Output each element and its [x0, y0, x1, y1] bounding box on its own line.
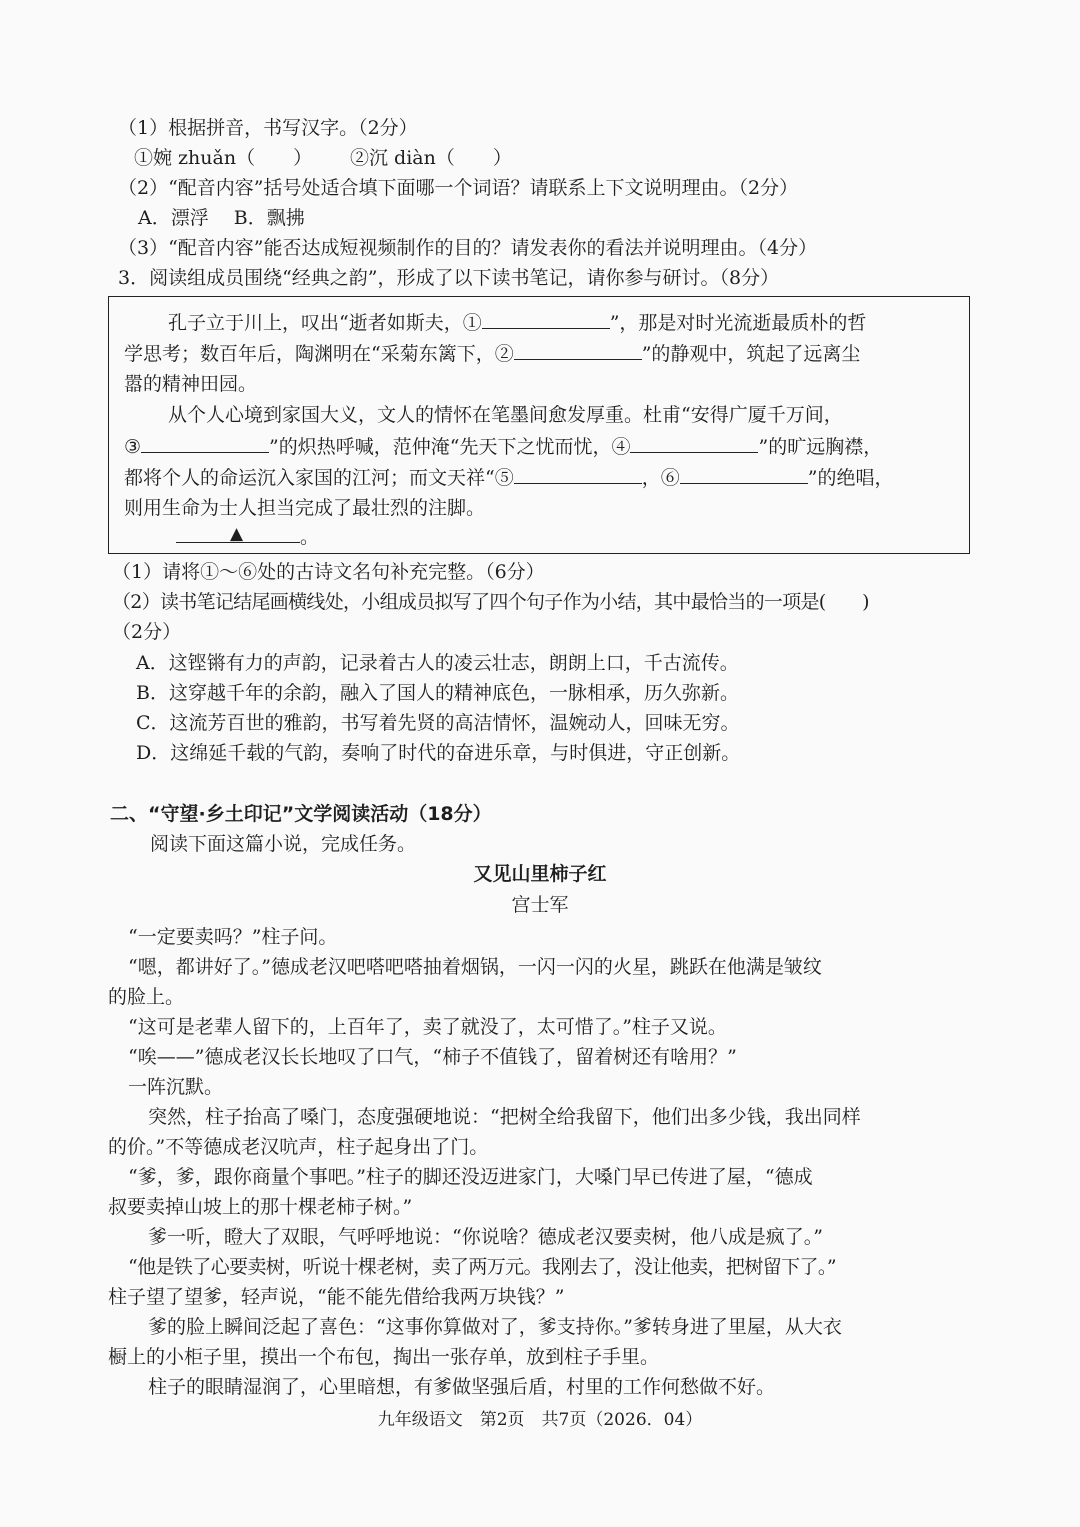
- story-line: “这可是老辈人留下的，上百年了，卖了就没了，太可惜了。”柱子又说。: [128, 1016, 727, 1038]
- notes-line-3: 嚣的精神田园。: [124, 373, 258, 395]
- q2-sub2: （2）“配音内容”括号处适合填下面哪一个词语？请联系上下文说明理由。（2分）: [118, 177, 799, 199]
- story-line: 爹一听，瞪大了双眼，气呼呼地说：“你说啥？德成老汉要卖树，他八成是疯了。”: [148, 1226, 823, 1248]
- notes-line-6: 都将个人的命运沉入家国的江河；而文天祥“⑤ ，⑥ ”的绝唱，: [124, 467, 894, 489]
- blank-5[interactable]: [514, 465, 642, 484]
- story-author: 宫士军: [511, 894, 569, 916]
- q3-option-a: A．这铿锵有力的声韵，记录着古人的凌云壮志，朗朗上口，千古流传。: [136, 652, 739, 674]
- story-line: 突然，柱子抬高了嗓门，态度强硬地说：“把树全给我留下，他们出多少钱，我出同样: [148, 1106, 861, 1128]
- notes-line-4: 从个人心境到家国大义，文人的情怀在笔墨间愈发厚重。杜甫“安得广厦千万间，: [168, 404, 843, 426]
- q3-option-b: B．这穿越千年的余韵，融入了国人的精神底色，一脉相承，历久弥新。: [136, 682, 739, 704]
- blank-1[interactable]: [482, 310, 610, 329]
- notes-line-2: 学思考；数百年后，陶渊明在“采菊东篱下，② ”的静观中，筑起了远离尘: [124, 343, 861, 365]
- q3-stem: 3．阅读组成员围绕“经典之韵”，形成了以下读书笔记，请你参与研讨。（8分）: [118, 267, 780, 289]
- story-line: 柱子的眼睛湿润了，心里暗想，有爹做坚强后盾，村里的工作何愁做不好。: [148, 1376, 776, 1398]
- summary-blank[interactable]: [176, 524, 300, 543]
- notes-line-1: 孔子立于川上，叹出“逝者如斯夫，① ”，那是对时光流逝最质朴的哲: [168, 312, 867, 334]
- q2-sub1: （1）根据拼音，书写汉字。（2分）: [118, 117, 418, 139]
- q2-sub3: （3）“配音内容”能否达成短视频制作的目的？请发表你的看法并说明理由。（4分）: [118, 237, 818, 259]
- notes-line-5: ③ ”的炽热呼喊，范仲淹“先天下之忧而忧，④ ”的旷远胸襟，: [124, 436, 883, 458]
- section-2-intro: 阅读下面这篇小说，完成任务。: [150, 833, 417, 855]
- story-line: 的价。”不等德成老汉吭声，柱子起身出了门。: [108, 1136, 489, 1158]
- blank-4[interactable]: [630, 434, 758, 453]
- q3-option-c: C．这流芳百世的雅韵，书写着先贤的高洁情怀，温婉动人，回味无穷。: [136, 712, 740, 734]
- story-line: “嗯，都讲好了。”德成老汉吧嗒吧嗒抽着烟锅，一闪一闪的火星，跳跃在他满是皱纹: [128, 956, 822, 978]
- story-line: 的脸上。: [108, 986, 185, 1008]
- story-line: 爹的脸上瞬间泛起了喜色：“这事你算做对了，爹支持你。”爹转身进了里屋，从大衣: [148, 1316, 842, 1338]
- page-footer: 九年级语文 第2页 共7页（2026．04）: [377, 1410, 703, 1430]
- q2-sub1-item-b: ②沉 diàn（ ）: [350, 147, 512, 169]
- triangle-marker-icon: ▲: [230, 524, 244, 544]
- story-line: 橱上的小柜子里，摸出一个布包，掏出一张存单，放到柱子手里。: [108, 1346, 660, 1368]
- blank-3[interactable]: [141, 434, 269, 453]
- section-2-heading: 二、“守望·乡土印记”文学阅读活动（18分）: [110, 803, 492, 825]
- q3-sub1: （1）请将①～⑥处的古诗文名句补充完整。（6分）: [112, 561, 545, 583]
- q3-sub2-points: （2分）: [112, 621, 182, 643]
- story-line: 一阵沉默。: [128, 1076, 224, 1098]
- notes-line-7: 则用生命为士人担当完成了最壮烈的注脚。: [124, 497, 486, 519]
- q2-sub1-item-a: ①婉 zhuǎn（ ）: [134, 147, 313, 169]
- blank-6[interactable]: [680, 465, 808, 484]
- blank-2[interactable]: [514, 341, 642, 360]
- story-line: “爹，爹，跟你商量个事吧。”柱子的脚还没迈进家门，大嗓门早已传进了屋，“德成: [128, 1166, 813, 1188]
- notes-summary-line: ▲ 。: [176, 524, 319, 549]
- story-line: 叔要卖掉山坡上的那十棵老柿子树。”: [108, 1196, 413, 1218]
- story-line: “唉——”德成老汉长长地叹了口气，“柿子不值钱了，留着树还有啥用？”: [128, 1046, 737, 1068]
- story-line: “他是铁了心要卖树，听说十棵老树，卖了两万元。我刚去了，没让他卖，把树留下了。”: [128, 1256, 836, 1278]
- story-title: 又见山里柿子红: [473, 863, 607, 885]
- q2-sub2-options: A．漂浮 B．飘拂: [138, 207, 305, 229]
- q3-sub2: （2）读书笔记结尾画横线处，小组成员拟写了四个句子作为小结，其中最恰当的一项是( ): [112, 591, 869, 613]
- story-line: 柱子望了望爹，轻声说，“能不能先借给我两万块钱？”: [108, 1286, 565, 1308]
- story-line: “一定要卖吗？”柱子问。: [128, 926, 338, 948]
- q3-option-d: D．这绵延千载的气韵，奏响了时代的奋进乐章，与时俱进，守正创新。: [136, 742, 741, 764]
